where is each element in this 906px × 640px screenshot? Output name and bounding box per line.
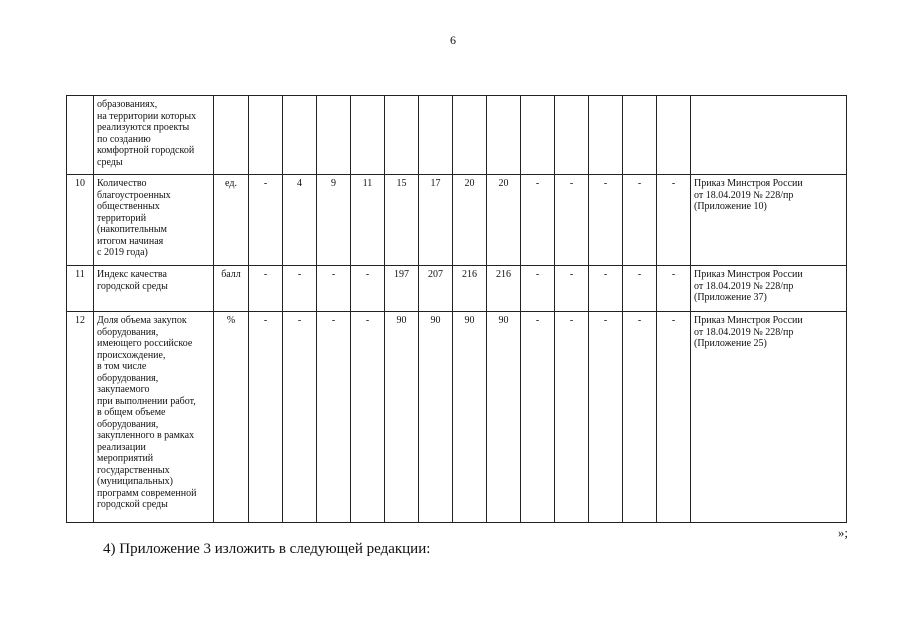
value-cell — [385, 96, 419, 175]
row-number: 12 — [67, 312, 94, 523]
value-cell: 216 — [487, 266, 521, 312]
value-cell — [657, 96, 691, 175]
table-row — [67, 175, 847, 266]
value-cell: 216 — [453, 266, 487, 312]
value-cell — [555, 96, 589, 175]
unit-cell: балл — [214, 266, 249, 312]
page-number: 6 — [450, 33, 456, 47]
table-row — [67, 266, 847, 312]
value-cell: 207 — [419, 266, 453, 312]
source-cell: Приказ Минстроя России от 18.04.2019 № 228/пр (Приложение 25) — [691, 312, 847, 523]
value-cell: - — [317, 266, 351, 312]
value-cell: - — [657, 175, 691, 266]
value-cell — [623, 96, 657, 175]
value-cell: - — [283, 266, 317, 312]
row-number: 10 — [67, 175, 94, 266]
value-cell: - — [555, 175, 589, 266]
indicators-table — [66, 95, 847, 523]
value-cell: - — [623, 175, 657, 266]
unit-cell — [214, 96, 249, 175]
value-cell: 11 — [351, 175, 385, 266]
source-cell: Приказ Минстроя России от 18.04.2019 № 228/пр (Приложение 37) — [691, 266, 847, 312]
value-cell: - — [521, 312, 555, 523]
value-cell: - — [657, 266, 691, 312]
value-cell — [521, 96, 555, 175]
value-cell: - — [555, 266, 589, 312]
value-cell: 17 — [419, 175, 453, 266]
value-cell: 4 — [283, 175, 317, 266]
value-cell: - — [351, 266, 385, 312]
amendment-paragraph: 4) Приложение 3 изложить в следующей редакции: — [103, 541, 431, 557]
table-body — [67, 96, 847, 523]
unit-cell: % — [214, 312, 249, 523]
table-row-continuation — [67, 96, 847, 175]
value-cell: 90 — [419, 312, 453, 523]
closing-quote-mark: »; — [837, 525, 848, 540]
source-cell — [691, 96, 847, 175]
value-cell: 90 — [385, 312, 419, 523]
value-cell — [317, 96, 351, 175]
value-cell: - — [555, 312, 589, 523]
value-cell: 20 — [487, 175, 521, 266]
value-cell: - — [623, 266, 657, 312]
value-cell: - — [249, 266, 283, 312]
value-cell — [487, 96, 521, 175]
value-cell — [453, 96, 487, 175]
value-cell — [249, 96, 283, 175]
table-row — [67, 312, 847, 523]
value-cell: - — [317, 312, 351, 523]
unit-cell: ед. — [214, 175, 249, 266]
value-cell: - — [521, 175, 555, 266]
value-cell: - — [589, 175, 623, 266]
indicator-name: Доля объема закупок оборудования, имеющего российское происхождение, в том числе оборудования, закупаемого при выполнении работ, в общем объеме оборудования, закупленного в рамках реализации мероприятий государственных (муниципальных) программ современной городской среды — [94, 312, 214, 523]
value-cell: - — [589, 312, 623, 523]
source-cell: Приказ Минстроя России от 18.04.2019 № 228/пр (Приложение 10) — [691, 175, 847, 266]
value-cell — [419, 96, 453, 175]
value-cell: - — [249, 312, 283, 523]
indicator-name: Индекс качества городской среды — [94, 266, 214, 312]
value-cell: - — [351, 312, 385, 523]
value-cell: 90 — [453, 312, 487, 523]
indicator-name: образованиях, на территории которых реализуются проекты по созданию комфортной городской среды — [94, 96, 214, 175]
value-cell: 15 — [385, 175, 419, 266]
value-cell — [589, 96, 623, 175]
row-number: 11 — [67, 266, 94, 312]
value-cell: - — [521, 266, 555, 312]
value-cell: - — [589, 266, 623, 312]
row-number — [67, 96, 94, 175]
value-cell: 9 — [317, 175, 351, 266]
value-cell: - — [283, 312, 317, 523]
value-cell: 20 — [453, 175, 487, 266]
value-cell — [351, 96, 385, 175]
value-cell: - — [249, 175, 283, 266]
value-cell: 90 — [487, 312, 521, 523]
value-cell — [283, 96, 317, 175]
value-cell: - — [657, 312, 691, 523]
value-cell: - — [623, 312, 657, 523]
value-cell: 197 — [385, 266, 419, 312]
indicator-name: Количество благоустроенных общественных территорий (накопительным итогом начиная с 2019 года) — [94, 175, 214, 266]
